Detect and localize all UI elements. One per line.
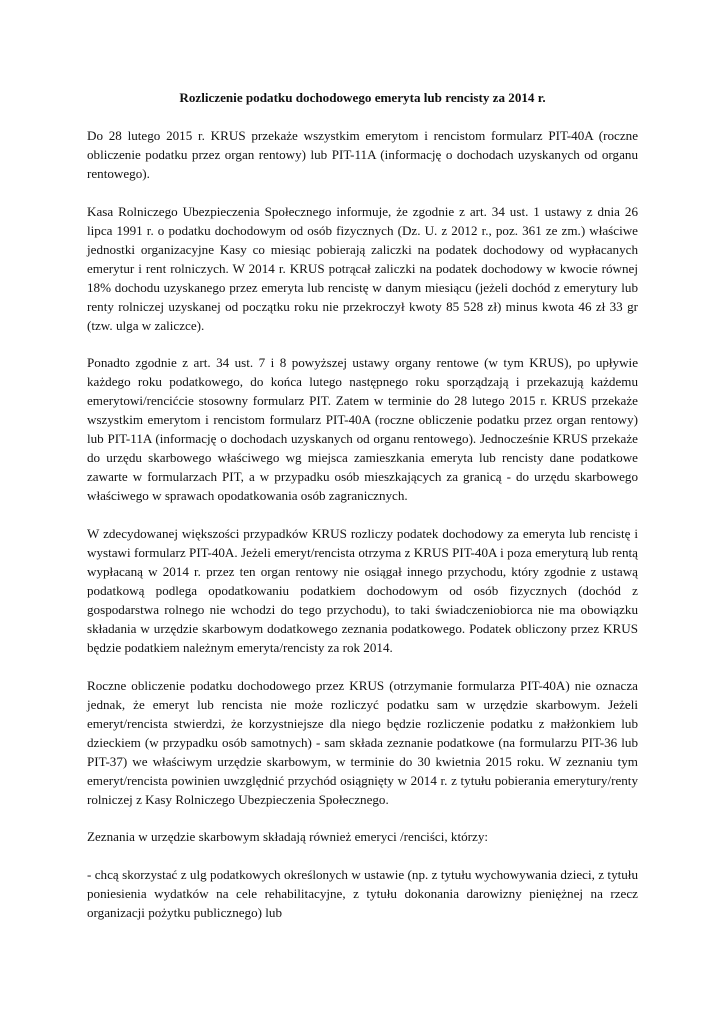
paragraph-pit-forms: Ponadto zgodnie z art. 34 ust. 7 i 8 powyższej ustawy organy rentowe (w tym KRUS), po upływie każdego roku podatkowego, do końca lutego następnego roku sporządzają i przekazują każdemu emerytowi/rencićcie stosowny formularz PIT. Zatem w terminie do 28 lutego 2015 r. KRUS przekaże wszystkim emerytom i rencistom formularz PIT-40A (roczne obliczenie podatku przez organ rentowy) lub PIT-11A (informację o dochodach uzyskanych od organu rentowego). Jednocześnie KRUS przekaże do urzędu skarbowego właściwego wg miejsca zamieszkania emeryta lub rencisty dane podatkowe zawarte w formularzach PIT, a w przypadku osób mieszkających za granicą - do urzędu skarbowego właściwego w sprawach opodatkowania osób zagranicznych. [87, 355, 638, 504]
document-title: Rozliczenie podatku dochodowego emeryta lub rencisty za 2014 r. [179, 90, 546, 105]
paragraph-pit-40a: W zdecydowanej większości przypadków KRUS rozliczy podatek dochodowy za emeryta lub rencistę i wystawi formularz PIT-40A. Jeżeli emeryt/rencista otrzyma z KRUS PIT-40A i poza emeryturą lub rentą wypłacaną w 2014 r. przez ten organ rentowy nie osiągał innego przychodu, który zgodnie z ustawą podatkową podlega opodatkowaniu podatkiem dochodowym od osób fizycznych (dochód z gospodarstwa rolnego nie wchodzi do tego przychodu), to taki świadczeniobiorca nie ma obowiązku składania w urzędzie skarbowym dodatkowego zeznania podatkowego. Podatek obliczony przez KRUS będzie podatkiem należnym emeryta/rencisty za rok 2014. [87, 526, 638, 655]
paragraph-who-files: Zeznania w urzędzie skarbowym składają również emeryci /renciści, którzy: [87, 829, 489, 845]
paragraph-intro: Do 28 lutego 2015 r. KRUS przekaże wszystkim emerytom i rencistom formularz PIT-40A (roczne obliczenie podatku przez organ rentowy) lub PIT-11A (informację o dochodach uzyskanych od organu rentowego). [87, 127, 638, 181]
paragraph-self-filing: Roczne obliczenie podatku dochodowego przez KRUS (otrzymanie formularza PIT-40A) nie oznacza jednak, że emeryt lub rencista nie może rozliczyć podatku sam w urzędzie skarbowym. Jeżeli emeryt/rencista stwierdzi, że korzystniejsze dla niego będzie rozliczenie podatku z małżonkiem lub dzieckiem (w przypadku osób samotnych) - sam składa zeznanie podatkowe (na formularzu PIT-36 lub PIT-37) we właściwym urzędzie skarbowym, w terminie do 30 kwietnia 2015 roku. W zeznaniu tym emeryt/rencista powinien uwzględnić przychód osiągnięty w 2014 r. z tytułu pobierania emerytury/renty rolniczej z Kasy Rolniczego Ubezpieczenia Społecznego. [87, 677, 638, 807]
paragraph-advance-tax: Kasa Rolniczego Ubezpieczenia Społecznego informuje, że zgodnie z art. 34 ust. 1 ustawy z dnia 26 lipca 1991 r. o podatku dochodowym od osób fizycznych (Dz. U. z 2012 r., poz. 361 ze zm.) właściwe jednostki organizacyjne Kasy co miesiąc pobierają zaliczki na podatek dochodowy od wypłacanych emerytur i rent rolniczych. W 2014 r. KRUS potrącał zaliczki na podatek dochodowy w kwocie równej 18% dochodu uzyskanego przez emeryta lub rencistę w danym miesiącu (jeżeli dochód z emerytury lub renty rolniczej uzyskanej od początku roku nie przekroczył kwoty 85 528 zł) minus kwota 46 zł 33 gr (tzw. ulga w zaliczce). [87, 203, 638, 333]
document-page [87, 89, 638, 923]
list-item-tax-reliefs: - chcą skorzystać z ulg podatkowych określonych w ustawie (np. z tytułu wychowywania dzieci, z tytułu poniesienia wydatków na cele rehabilitacyjne, z tytułu dokonania darowizny pieniężnej na rzecz organizacji pożytku publicznego) lub [87, 867, 638, 921]
